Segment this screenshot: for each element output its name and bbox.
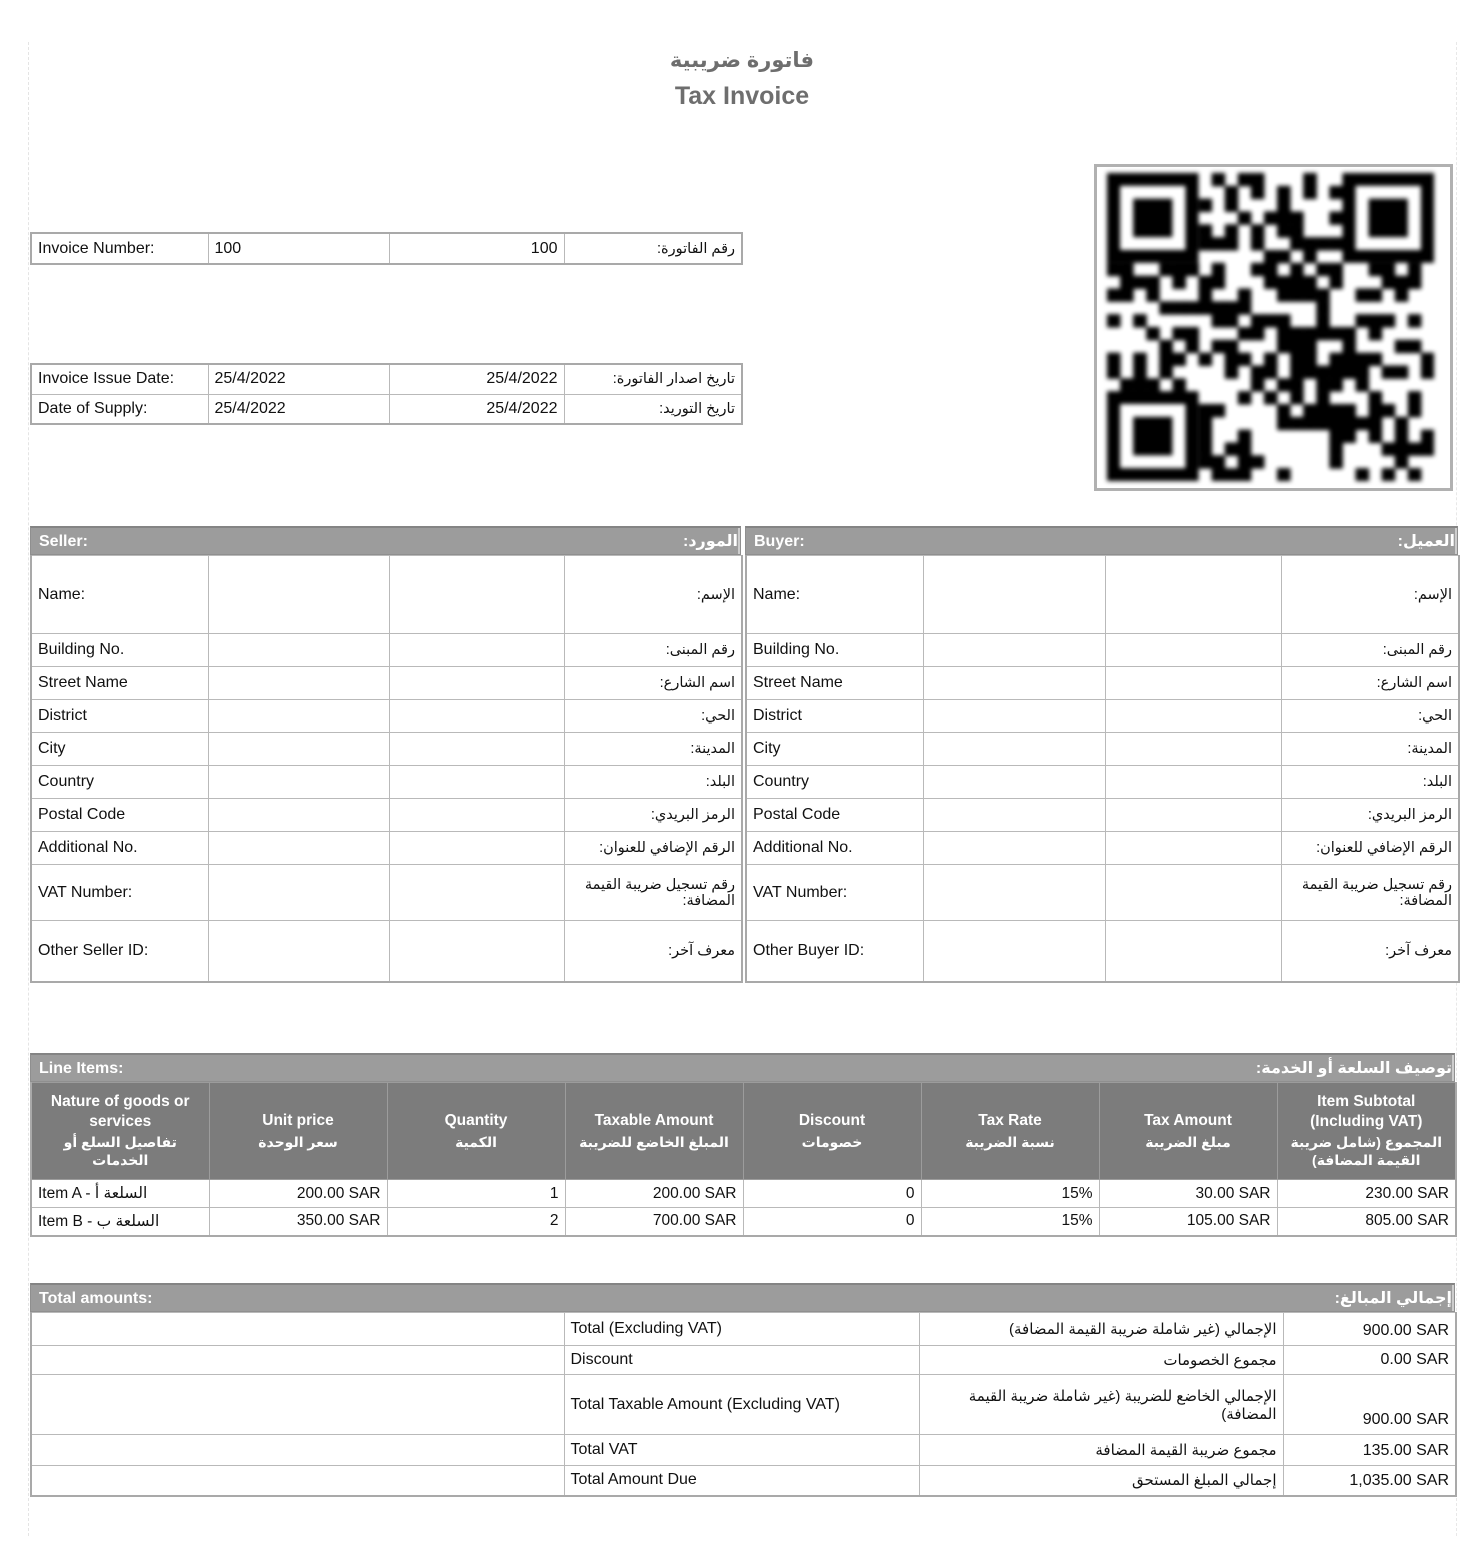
- table-row: [746, 634, 1459, 667]
- field-value-cell: [208, 832, 389, 865]
- table-row: [746, 921, 1459, 982]
- field-value-cell: [208, 556, 389, 634]
- supply-date-label-en: Date of Supply:: [31, 394, 208, 424]
- column-header: Tax Rate نسبة الضريبة: [921, 1083, 1099, 1180]
- field-label-en: Building No.: [31, 634, 208, 667]
- empty-cell: [31, 1313, 564, 1346]
- invoice-number-value-en: 100: [208, 233, 389, 264]
- field-label-ar: الرقم الإضافي للعنوان:: [1281, 832, 1459, 865]
- supply-date-label-ar: تاريخ التوريد:: [564, 394, 742, 424]
- field-value-cell: [389, 634, 564, 667]
- field-label-ar: معرف آخر:: [1281, 921, 1459, 982]
- field-label-en: Street Name: [746, 667, 923, 700]
- table-row: [31, 799, 742, 832]
- field-label-ar: اسم الشارع:: [1281, 667, 1459, 700]
- invoice-number-section: [30, 232, 741, 265]
- field-value-cell: [923, 766, 1105, 799]
- field-label-ar: رقم المبنى:: [564, 634, 742, 667]
- buyer-section-header: [745, 526, 1458, 555]
- item-tax-rate: 15%: [921, 1208, 1099, 1236]
- field-label-en: City: [746, 733, 923, 766]
- field-value-cell: [389, 556, 564, 634]
- item-taxable-amount: 700.00 SAR: [565, 1208, 743, 1236]
- field-value-cell: [923, 556, 1105, 634]
- table-row: [746, 865, 1459, 921]
- total-label-en: Total (Excluding VAT): [564, 1313, 919, 1346]
- table-row: [746, 832, 1459, 865]
- total-amounts-table: [30, 1312, 1457, 1497]
- field-label-en: Additional No.: [31, 832, 208, 865]
- field-label-ar: الإسم:: [1281, 556, 1459, 634]
- field-label-en: Postal Code: [31, 799, 208, 832]
- field-value-cell: [389, 832, 564, 865]
- field-value-cell: [389, 799, 564, 832]
- total-row: [31, 1466, 1456, 1496]
- field-value-cell: [1105, 766, 1281, 799]
- item-tax-rate: 15%: [921, 1180, 1099, 1208]
- item-nature: Item B - السلعة ب: [31, 1208, 209, 1236]
- field-label-en: District: [31, 700, 208, 733]
- line-items-section: [30, 1053, 1455, 1237]
- seller-section: [30, 526, 741, 983]
- item-discount: 0: [743, 1208, 921, 1236]
- total-label-ar: الإجمالي الخاضع للضريبة (غير شاملة ضريبة القيمة المضافة): [919, 1375, 1283, 1435]
- field-label-ar: البلد:: [1281, 766, 1459, 799]
- supply-date-value-ar: 25/4/2022: [389, 394, 564, 424]
- field-label-ar: المدينة:: [564, 733, 742, 766]
- column-header: Nature of goods or services تفاصيل السلع أو الخدمات: [31, 1083, 209, 1180]
- field-value-cell: [923, 921, 1105, 982]
- invoice-number-label-en: Invoice Number:: [31, 233, 208, 264]
- field-label-en: VAT Number:: [31, 865, 208, 921]
- field-value-cell: [208, 921, 389, 982]
- field-value-cell: [1105, 733, 1281, 766]
- field-label-ar: الرمز البريدي:: [1281, 799, 1459, 832]
- item-unit-price: 350.00 SAR: [209, 1208, 387, 1236]
- field-value-cell: [923, 667, 1105, 700]
- field-value-cell: [208, 799, 389, 832]
- field-label-ar: اسم الشارع:: [564, 667, 742, 700]
- field-value-cell: [208, 634, 389, 667]
- total-amount: 135.00 SAR: [1283, 1435, 1456, 1466]
- total-amount: 900.00 SAR: [1283, 1313, 1456, 1346]
- total-label-ar: الإجمالي (غير شاملة ضريبة القيمة المضافة): [919, 1313, 1283, 1346]
- field-label-ar: معرف آخر:: [564, 921, 742, 982]
- field-value-cell: [923, 799, 1105, 832]
- item-tax-amount: 30.00 SAR: [1099, 1180, 1277, 1208]
- totals-header-en: Total amounts:: [39, 1290, 153, 1307]
- field-label-ar: رقم المبنى:: [1281, 634, 1459, 667]
- seller-info-table: [30, 555, 743, 983]
- field-label-ar: الرمز البريدي:: [564, 799, 742, 832]
- item-subtotal: 805.00 SAR: [1277, 1208, 1456, 1236]
- table-row: [31, 394, 742, 424]
- empty-cell: [31, 1375, 564, 1435]
- field-value-cell: [208, 733, 389, 766]
- table-row: [31, 700, 742, 733]
- table-row: [31, 921, 742, 982]
- field-value-cell: [208, 766, 389, 799]
- field-value-cell: [389, 700, 564, 733]
- item-taxable-amount: 200.00 SAR: [565, 1180, 743, 1208]
- totals-header-ar: إجمالي المبالغ:: [742, 1285, 1455, 1311]
- total-label-en: Total VAT: [564, 1435, 919, 1466]
- buyer-section: [745, 526, 1458, 983]
- field-value-cell: [1105, 921, 1281, 982]
- column-header: Taxable Amount المبلغ الخاضع للضريبة: [565, 1083, 743, 1180]
- issue-date-label-en: Invoice Issue Date:: [31, 364, 208, 394]
- issue-date-value-en: 25/4/2022: [208, 364, 389, 394]
- item-quantity: 2: [387, 1208, 565, 1236]
- total-row: [31, 1346, 1456, 1375]
- field-value-cell: [389, 733, 564, 766]
- supply-date-value-en: 25/4/2022: [208, 394, 389, 424]
- field-value-cell: [1105, 799, 1281, 832]
- seller-section-header: [30, 526, 741, 555]
- table-row: [31, 233, 742, 264]
- seller-header-en: Seller:: [39, 533, 88, 550]
- line-item-row: [31, 1208, 1456, 1236]
- seller-header-ar: المورد:: [385, 528, 741, 554]
- document-title: [0, 48, 1484, 111]
- total-label-ar: مجموع ضريبة القيمة المضافة: [919, 1435, 1283, 1466]
- field-label-ar: المدينة:: [1281, 733, 1459, 766]
- field-value-cell: [1105, 556, 1281, 634]
- field-value-cell: [1105, 865, 1281, 921]
- table-row: [31, 634, 742, 667]
- column-header: Item Subtotal (Including VAT) المجموع (شامل ضريبة القيمة المضافة): [1277, 1083, 1456, 1180]
- field-label-en: District: [746, 700, 923, 733]
- table-row: [746, 556, 1459, 634]
- field-label-ar: رقم تسجيل ضريبة القيمة المضافة:: [1281, 865, 1459, 921]
- issue-date-value-ar: 25/4/2022: [389, 364, 564, 394]
- field-value-cell: [1105, 700, 1281, 733]
- item-tax-amount: 105.00 SAR: [1099, 1208, 1277, 1236]
- item-nature: Item A - السلعة أ: [31, 1180, 209, 1208]
- page-title-arabic: فاتورة ضريبية: [669, 49, 815, 72]
- table-row: [746, 667, 1459, 700]
- total-label-ar: إجمالي المبلغ المستحق: [919, 1466, 1283, 1496]
- table-row: [746, 766, 1459, 799]
- table-row: [31, 865, 742, 921]
- qr-code-frame: [1094, 164, 1453, 491]
- qr-code-image: [1107, 173, 1434, 481]
- field-label-en: Country: [31, 766, 208, 799]
- field-value-cell: [208, 865, 389, 921]
- field-label-en: Country: [746, 766, 923, 799]
- empty-cell: [31, 1346, 564, 1375]
- field-label-ar: الإسم:: [564, 556, 742, 634]
- invoice-dates-section: [30, 363, 741, 425]
- line-items-header-row: [31, 1083, 1456, 1180]
- field-label-en: Name:: [746, 556, 923, 634]
- field-label-en: Additional No.: [746, 832, 923, 865]
- field-label-en: Other Buyer ID:: [746, 921, 923, 982]
- field-value-cell: [1105, 667, 1281, 700]
- field-label-ar: رقم تسجيل ضريبة القيمة المضافة:: [564, 865, 742, 921]
- total-label-en: Total Amount Due: [564, 1466, 919, 1496]
- table-row: [31, 556, 742, 634]
- item-quantity: 1: [387, 1180, 565, 1208]
- table-row: [746, 733, 1459, 766]
- line-items-header-ar: توصيف السلعة أو الخدمة:: [742, 1055, 1455, 1081]
- field-value-cell: [923, 733, 1105, 766]
- table-row: [31, 667, 742, 700]
- invoice-number-table: [30, 232, 743, 265]
- column-header: Unit price سعر الوحدة: [209, 1083, 387, 1180]
- buyer-info-table: [745, 555, 1460, 983]
- line-item-row: [31, 1180, 1456, 1208]
- table-row: [746, 799, 1459, 832]
- total-amount: 900.00 SAR: [1283, 1375, 1456, 1435]
- page-title-english: Tax Invoice: [674, 82, 810, 110]
- column-header: Tax Amount مبلغ الضريبة: [1099, 1083, 1277, 1180]
- field-label-en: Postal Code: [746, 799, 923, 832]
- field-label-en: Building No.: [746, 634, 923, 667]
- buyer-header-ar: العميل:: [1101, 528, 1458, 554]
- field-value-cell: [1105, 634, 1281, 667]
- field-value-cell: [389, 865, 564, 921]
- field-value-cell: [389, 766, 564, 799]
- empty-cell: [31, 1466, 564, 1496]
- total-amount: 0.00 SAR: [1283, 1346, 1456, 1375]
- field-label-en: Other Seller ID:: [31, 921, 208, 982]
- column-header: Quantity الكمية: [387, 1083, 565, 1180]
- field-value-cell: [923, 865, 1105, 921]
- table-row: [31, 766, 742, 799]
- item-unit-price: 200.00 SAR: [209, 1180, 387, 1208]
- field-label-ar: الرقم الإضافي للعنوان:: [564, 832, 742, 865]
- table-row: [746, 700, 1459, 733]
- totals-section: [30, 1283, 1455, 1497]
- item-subtotal: 230.00 SAR: [1277, 1180, 1456, 1208]
- table-row: [31, 733, 742, 766]
- field-value-cell: [923, 700, 1105, 733]
- table-row: [31, 364, 742, 394]
- item-discount: 0: [743, 1180, 921, 1208]
- field-label-en: Name:: [31, 556, 208, 634]
- line-items-section-header: [30, 1053, 1455, 1082]
- line-items-header-en: Line Items:: [39, 1060, 124, 1077]
- field-value-cell: [208, 667, 389, 700]
- total-row: [31, 1375, 1456, 1435]
- column-header: Discount خصومات: [743, 1083, 921, 1180]
- empty-cell: [31, 1435, 564, 1466]
- invoice-number-label-ar: رقم الفاتورة:: [564, 233, 742, 264]
- invoice-dates-table: [30, 363, 743, 425]
- total-row: [31, 1313, 1456, 1346]
- field-label-ar: البلد:: [564, 766, 742, 799]
- field-value-cell: [208, 700, 389, 733]
- field-value-cell: [923, 634, 1105, 667]
- table-row: [31, 832, 742, 865]
- total-label-en: Total Taxable Amount (Excluding VAT): [564, 1375, 919, 1435]
- field-label-ar: الحي:: [1281, 700, 1459, 733]
- line-items-table: [30, 1082, 1457, 1237]
- total-row: [31, 1435, 1456, 1466]
- issue-date-label-ar: تاريخ اصدار الفاتورة:: [564, 364, 742, 394]
- field-label-ar: الحي:: [564, 700, 742, 733]
- buyer-header-en: Buyer:: [754, 533, 805, 550]
- field-value-cell: [1105, 832, 1281, 865]
- invoice-number-value-ar: 100: [389, 233, 564, 264]
- field-label-en: City: [31, 733, 208, 766]
- total-amount: 1,035.00 SAR: [1283, 1466, 1456, 1496]
- totals-section-header: [30, 1283, 1455, 1312]
- field-label-en: Street Name: [31, 667, 208, 700]
- field-value-cell: [923, 832, 1105, 865]
- total-label-en: Discount: [564, 1346, 919, 1375]
- total-label-ar: مجموع الخصومات: [919, 1346, 1283, 1375]
- field-value-cell: [389, 667, 564, 700]
- field-label-en: VAT Number:: [746, 865, 923, 921]
- field-value-cell: [389, 921, 564, 982]
